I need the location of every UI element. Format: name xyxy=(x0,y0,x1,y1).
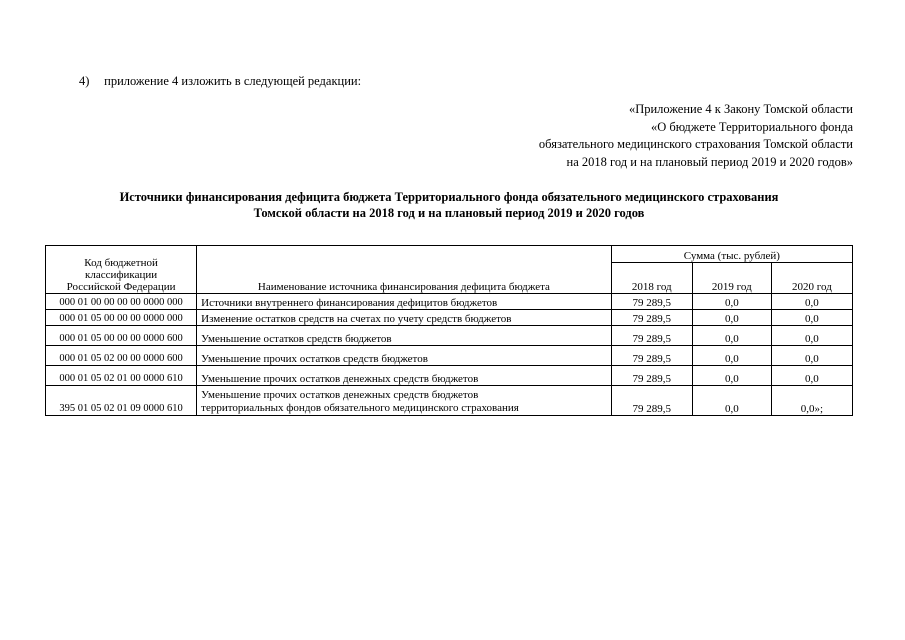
row-code: 000 01 00 00 00 00 0000 000 xyxy=(46,294,197,310)
row-name: Изменение остатков средств на счетах по учету средств бюджетов xyxy=(197,310,612,326)
appendix-line: «Приложение 4 к Закону Томской области xyxy=(628,102,853,116)
row-name: Уменьшение остатков средств бюджетов xyxy=(197,326,612,346)
header-year-2019: 2019 год xyxy=(692,263,771,294)
row-code: 000 01 05 02 01 00 0000 610 xyxy=(46,366,197,386)
document-title-line: Томской области на 2018 год и на плановый период 2019 и 2020 годов xyxy=(253,205,645,220)
financing-sources-table xyxy=(45,245,853,416)
row-name xyxy=(197,386,612,416)
row-value-2018: 79 289,5 xyxy=(611,386,692,416)
appendix-line: «О бюджете Территориального фонда xyxy=(650,119,853,134)
row-value-2018: 79 289,5 xyxy=(611,294,692,310)
row-value-2020: 0,0 xyxy=(771,346,852,366)
appendix-line: на 2018 год и на плановый период 2019 и 2020 годов» xyxy=(566,154,853,169)
row-value-2018: 79 289,5 xyxy=(611,346,692,366)
header-code-line: классификации xyxy=(85,269,158,281)
header-code-line: Российской Федерации xyxy=(66,281,176,293)
table-header-row xyxy=(46,246,853,263)
row-name: Уменьшение прочих остатков денежных средств бюджетов xyxy=(197,366,612,386)
row-code: 395 01 05 02 01 09 0000 610 xyxy=(46,386,197,416)
header-year-2020: 2020 год xyxy=(771,263,852,294)
row-value-2020: 0,0 xyxy=(771,310,852,326)
amendment-intro xyxy=(79,74,361,89)
row-code: 000 01 05 00 00 00 0000 000 xyxy=(46,310,197,326)
header-code xyxy=(46,246,197,294)
appendix-header xyxy=(539,101,853,171)
row-value-2019: 0,0 xyxy=(692,366,771,386)
amendment-number: 4) xyxy=(79,74,90,88)
row-name-line: Уменьшение прочих остатков денежных средств бюджетов xyxy=(201,389,479,401)
row-value-2020: 0,0»; xyxy=(771,386,852,416)
table-row xyxy=(46,346,853,366)
row-value-2018: 79 289,5 xyxy=(611,326,692,346)
row-value-2020: 0,0 xyxy=(771,366,852,386)
table-row xyxy=(46,386,853,416)
row-value-2019: 0,0 xyxy=(692,294,771,310)
row-value-2019: 0,0 xyxy=(692,310,771,326)
header-code-line: Код бюджетной xyxy=(84,257,158,269)
appendix-line: обязательного медицинского страхования Томской области xyxy=(538,137,853,151)
row-value-2018: 79 289,5 xyxy=(611,310,692,326)
amendment-text: приложение 4 изложить в следующей редакции: xyxy=(104,74,362,88)
row-name-line: территориальных фондов обязательного медицинского страхования xyxy=(201,402,519,414)
row-code: 000 01 05 02 00 00 0000 600 xyxy=(46,346,197,366)
header-sum: Сумма (тыс. рублей) xyxy=(611,246,852,263)
row-value-2019: 0,0 xyxy=(692,346,771,366)
row-value-2018: 79 289,5 xyxy=(611,366,692,386)
table-row xyxy=(46,294,853,310)
row-value-2020: 0,0 xyxy=(771,326,852,346)
header-name: Наименование источника финансирования дефицита бюджета xyxy=(197,246,612,294)
header-year-2018: 2018 год xyxy=(611,263,692,294)
table-row xyxy=(46,326,853,346)
document-title xyxy=(40,190,858,221)
document-title-line: Источники финансирования дефицита бюджета Территориального фонда обязательного медицинского страхования xyxy=(119,190,779,204)
table-row xyxy=(46,366,853,386)
row-value-2020: 0,0 xyxy=(771,294,852,310)
table-row xyxy=(46,310,853,326)
row-name: Источники внутреннего финансирования дефицитов бюджетов xyxy=(197,294,612,310)
row-value-2019: 0,0 xyxy=(692,386,771,416)
row-name: Уменьшение прочих остатков средств бюджетов xyxy=(197,346,612,366)
row-value-2019: 0,0 xyxy=(692,326,771,346)
row-code: 000 01 05 00 00 00 0000 600 xyxy=(46,326,197,346)
